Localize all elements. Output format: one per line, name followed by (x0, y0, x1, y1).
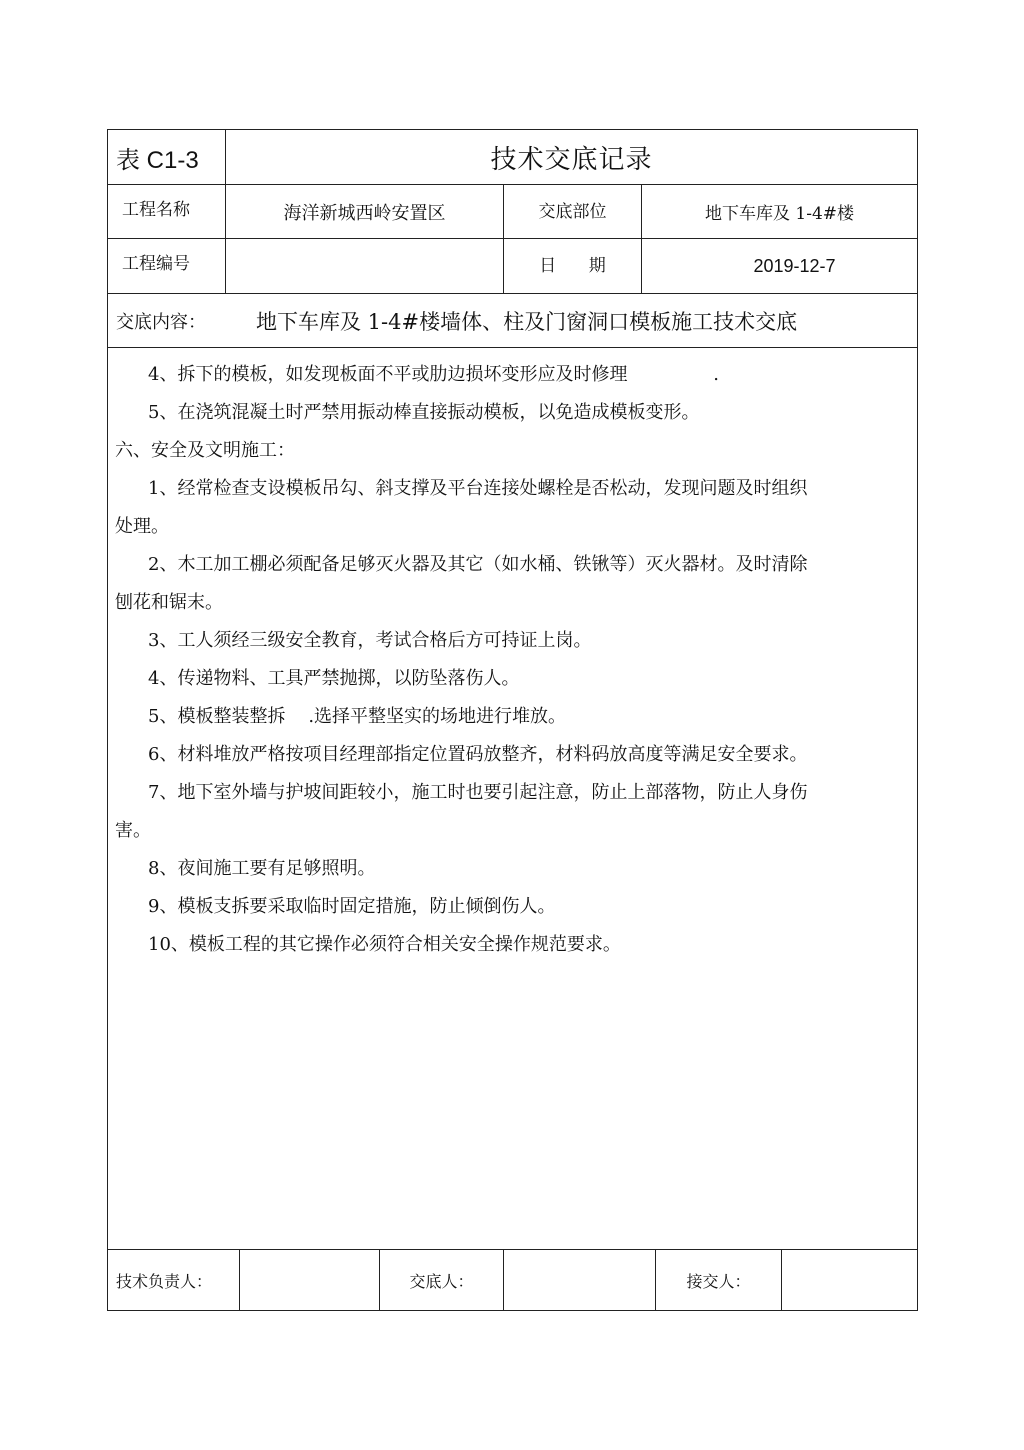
tech-briefing-form (107, 129, 918, 1311)
body-line: 5、模板整装整拆 .选择平整坚实的场地进行堆放。 (148, 706, 567, 727)
tech-lead-label: 技术负责人： (116, 1271, 213, 1291)
date-label: 日 期 (503, 239, 641, 293)
receiver-label: 接交人： (655, 1250, 781, 1310)
content-topic: 地下车库及 1-4#楼墙体、柱及门窗洞口模板施工技术交底 (256, 309, 798, 334)
form-header-row (108, 130, 917, 185)
body-line: 6、材料堆放严格按项目经理部指定位置码放整齐，材料码放高度等满足安全要求。 (148, 744, 808, 765)
receiver-signature (781, 1250, 917, 1310)
form-title: 技术交底记录 (225, 130, 917, 184)
body-line: 5、在浇筑混凝土时严禁用振动棒直接振动模板，以免造成模板变形。 (148, 402, 700, 423)
briefing-body (108, 348, 917, 1250)
presenter-label: 交底人： (379, 1250, 503, 1310)
body-line: 4、传递物料、工具严禁抛掷，以防坠落伤人。 (148, 668, 520, 689)
body-line: 9、模板支拆要采取临时固定措施，防止倾倒伤人。 (148, 896, 556, 917)
date-value: 2019-12-7 (641, 239, 917, 293)
signature-row (108, 1250, 917, 1310)
project-no-value (225, 239, 503, 293)
project-info-row (108, 185, 917, 239)
body-line: 4、拆下的模板，如发现板面不平或肋边损坏变形应及时修理 . (148, 364, 719, 385)
body-line: 10、模板工程的其它操作必须符合相关安全操作规范要求。 (148, 934, 621, 955)
section-heading: 六、安全及文明施工： (115, 440, 295, 461)
tech-lead-signature (239, 1250, 379, 1310)
body-line: 2、木工加工棚必须配备足够灭火器及其它（如水桶、铁锹等）灭火器材。及时清除刨花和锯末。 (115, 554, 808, 613)
body-line: 8、夜间施工要有足够照明。 (148, 858, 376, 879)
body-line: 3、工人须经三级安全教育，考试合格后方可持证上岗。 (148, 630, 592, 651)
project-name-label: 工程名称 (122, 200, 190, 220)
content-heading-row (108, 294, 917, 348)
body-line: 1、经常检查支设模板吊勾、斜支撑及平台连接处螺栓是否松动，发现问题及时组织处理。 (115, 478, 808, 537)
project-name-value: 海洋新城西岭安置区 (225, 185, 503, 238)
content-label: 交底内容： (116, 311, 206, 333)
body-line: 7、地下室外墙与护坡间距较小，施工时也要引起注意，防止上部落物，防止人身伤害。 (115, 782, 808, 841)
project-number-row (108, 239, 917, 294)
form-code: 表 C1-3 (116, 146, 199, 174)
project-no-label: 工程编号 (122, 254, 190, 274)
presenter-signature (503, 1250, 655, 1310)
location-value: 地下车库及 1-4#楼 (641, 185, 917, 238)
location-label: 交底部位 (503, 185, 641, 238)
